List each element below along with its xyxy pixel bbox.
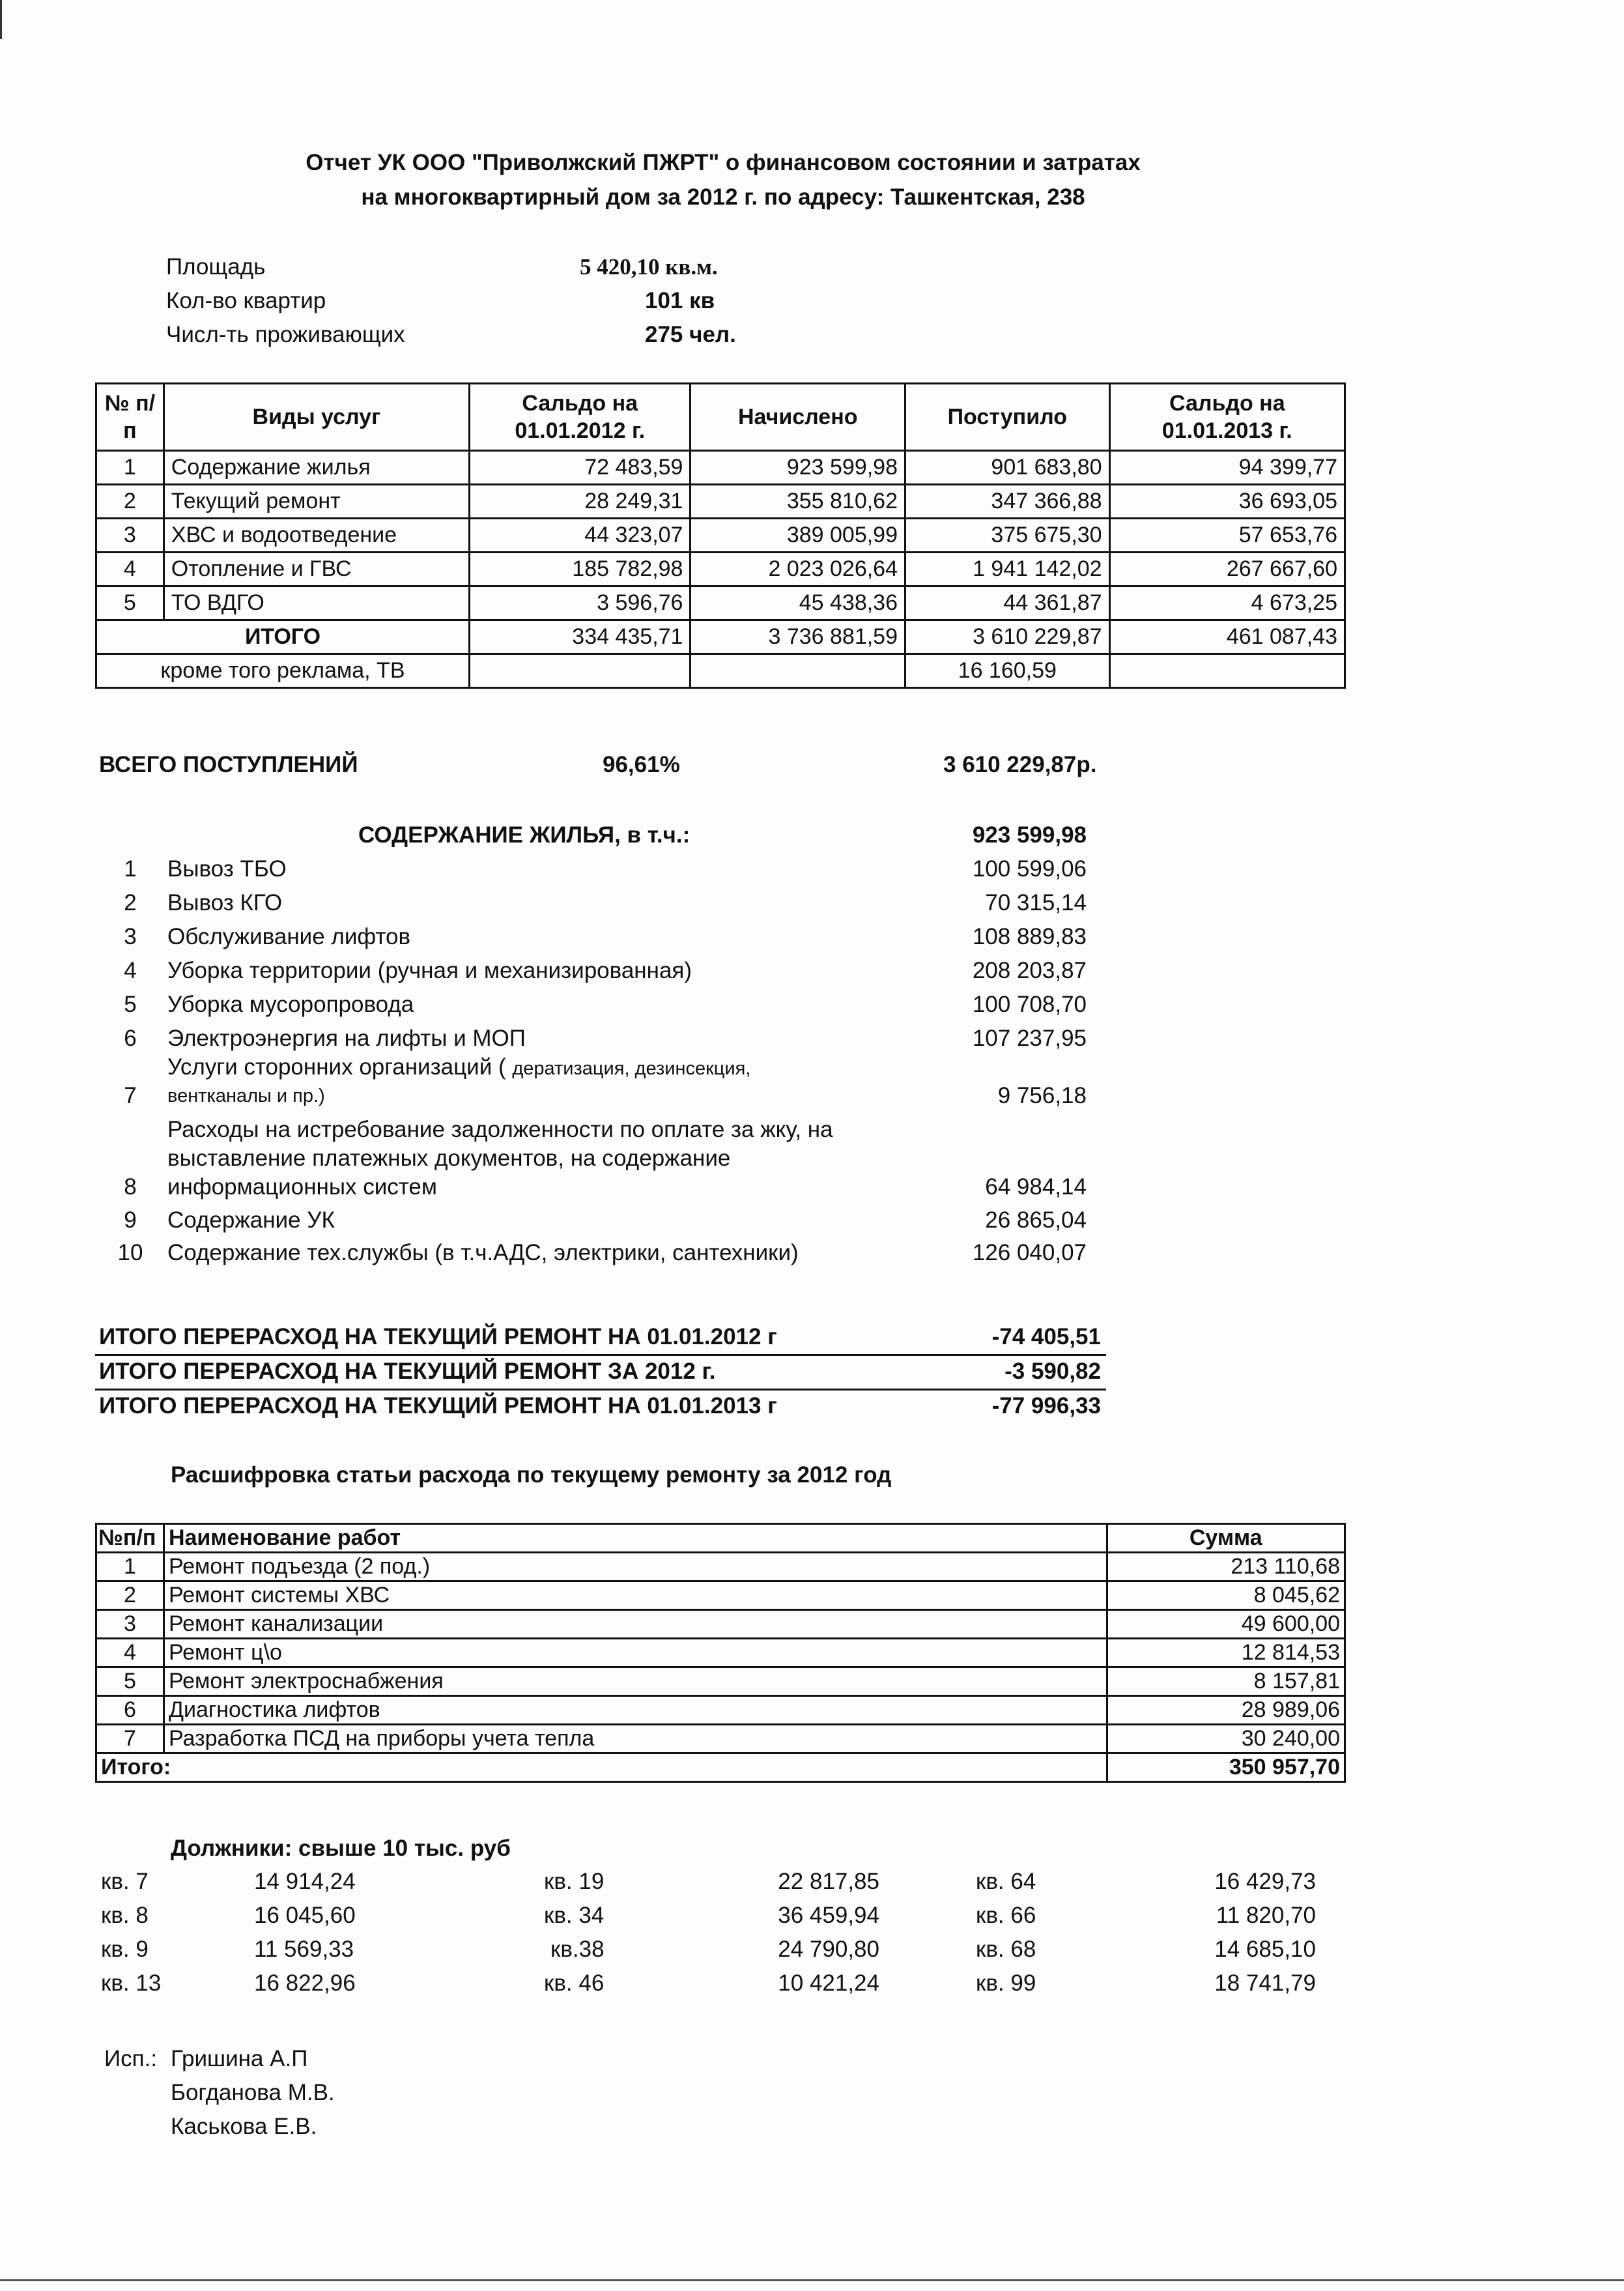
work-name: Ремонт электроснабжения (164, 1667, 1107, 1696)
item-label-line1 (167, 1053, 750, 1083)
received: 901 683,80 (905, 451, 1110, 485)
debtor-apt: кв. 34 (544, 1903, 605, 1928)
advertising-row (96, 654, 1345, 688)
item-label-small: дератизация, дезинсекция, (512, 1058, 751, 1079)
residents-label: Числ-ть проживающих (166, 322, 405, 347)
item-label: Электроэнергия на лифты и МОП (167, 1026, 526, 1051)
debtors-title: Должники: свыше 10 тыс. руб (171, 1836, 511, 1861)
debtor-amount: 14 914,24 (254, 1869, 356, 1894)
debtor-apt: кв. 99 (976, 1970, 1036, 1996)
item-label-main: Услуги сторонних организаций ( (167, 1054, 513, 1080)
advertising-label: кроме того реклама, ТВ (96, 654, 470, 688)
repair-total-label: Итого: (96, 1753, 1107, 1782)
repair-title: Расшифровка статьи расхода по текущему ремонту за 2012 год (171, 1462, 892, 1488)
total-balance-end: 461 087,43 (1109, 620, 1345, 654)
total-row (96, 620, 1345, 654)
charged: 923 599,98 (691, 451, 905, 485)
received: 1 941 142,02 (905, 553, 1110, 586)
executor-name: Богданова М.В. (171, 2080, 335, 2105)
table-row (96, 1610, 1345, 1639)
debtor-amount: 10 421,24 (778, 1970, 879, 1996)
maintenance-title: СОДЕРЖАНИЕ ЖИЛЬЯ, в т.ч.: (358, 822, 691, 848)
table-row (96, 519, 1345, 553)
balance-start: 44 323,07 (470, 519, 691, 553)
col-balance-start: Сальдо на 01.01.2012 г. (470, 384, 691, 451)
balance-end: 267 667,60 (1109, 553, 1345, 586)
item-amount: 126 040,07 (972, 1240, 1087, 1265)
col-work-name: Наименование работ (164, 1524, 1107, 1553)
maintenance-total: 923 599,98 (972, 822, 1087, 848)
debtor-apt: кв. 7 (101, 1869, 149, 1894)
work-name: Ремонт подъезда (2 под.) (164, 1553, 1107, 1581)
service-name: Содержание жилья (164, 451, 469, 485)
scan-edge-mark (0, 0, 2, 39)
item-label: Уборка территории (ручная и механизированная) (167, 958, 692, 983)
col-received: Поступило (905, 384, 1110, 451)
services-table (95, 382, 1346, 689)
debtor-amount: 18 741,79 (1214, 1970, 1316, 1996)
row-number: 2 (96, 1581, 164, 1610)
debtor-apt: кв. 19 (544, 1869, 605, 1894)
row-number: 5 (96, 1667, 164, 1696)
item-label: Вывоз ТБО (167, 856, 287, 882)
debtor-apt: кв. 9 (101, 1937, 149, 1962)
total-receipts-percent: 96,61% (603, 752, 680, 777)
debtor-apt: кв. 13 (101, 1970, 162, 1996)
item-label: Уборка мусоропровода (167, 992, 414, 1017)
col-amount: Сумма (1107, 1524, 1345, 1553)
debtor-amount: 11 820,70 (1216, 1903, 1316, 1928)
received: 375 675,30 (905, 519, 1110, 553)
item-number: 5 (124, 992, 137, 1017)
total-row (96, 1753, 1345, 1782)
item-amount: 107 237,95 (972, 1026, 1087, 1051)
row-number: 1 (96, 451, 164, 485)
area-label: Площадь (166, 254, 266, 280)
item-label: Вывоз КГО (167, 890, 283, 915)
row-number: 6 (96, 1696, 164, 1725)
debtor-amount: 16 045,60 (254, 1903, 356, 1928)
overspend-end-amount: -77 996,33 (991, 1393, 1101, 1419)
balance-end: 36 693,05 (1109, 485, 1345, 519)
total-receipts-amount: 3 610 229,87р. (943, 752, 1097, 777)
item-number: 9 (124, 1207, 137, 1233)
item-amount: 208 203,87 (972, 958, 1087, 983)
service-name: Текущий ремонт (164, 485, 469, 519)
empty-cell (470, 654, 691, 688)
table-row (96, 1581, 1345, 1610)
debtor-apt: кв. 46 (544, 1970, 605, 1996)
empty-cell (1109, 654, 1345, 688)
balance-start: 28 249,31 (470, 485, 691, 519)
item-label-line3: информационных систем (167, 1174, 437, 1200)
work-name: Ремонт канализации (164, 1610, 1107, 1639)
debtor-apt: кв.38 (550, 1937, 605, 1962)
report-title-line1: Отчет УК ООО "Приволжский ПЖРТ" о финансовом состоянии и затратах (306, 150, 1141, 175)
charged: 2 023 026,64 (691, 553, 905, 586)
overspend-start-amount: -74 405,51 (991, 1324, 1101, 1349)
table-row (96, 1553, 1345, 1581)
total-balance-start: 334 435,71 (470, 620, 691, 654)
work-name: Разработка ПСД на приборы учета тепла (164, 1725, 1107, 1753)
work-amount: 49 600,00 (1107, 1610, 1345, 1639)
apartments-value: 101 кв (645, 288, 715, 313)
item-amount: 100 708,70 (972, 992, 1087, 1017)
divider (95, 1354, 1106, 1356)
item-number: 6 (124, 1026, 137, 1051)
item-number: 8 (124, 1174, 137, 1200)
report-title-line2: на многоквартирный дом за 2012 г. по адресу: Ташкентская, 238 (361, 184, 1085, 210)
item-number: 1 (124, 856, 137, 882)
service-name: ТО ВДГО (164, 586, 469, 620)
service-name: Отопление и ГВС (164, 553, 469, 586)
debtor-amount: 36 459,94 (778, 1903, 879, 1928)
balance-start: 72 483,59 (470, 451, 691, 485)
work-amount: 12 814,53 (1107, 1639, 1345, 1667)
table-row (96, 1667, 1345, 1696)
balance-end: 57 653,76 (1109, 519, 1345, 553)
row-number: 1 (96, 1553, 164, 1581)
work-name: Ремонт системы ХВС (164, 1581, 1107, 1610)
executor-name: Каськова Е.В. (171, 2114, 317, 2139)
item-number: 3 (124, 924, 137, 949)
table-row (96, 1696, 1345, 1725)
total-label: ИТОГО (96, 620, 470, 654)
table-row (96, 1639, 1345, 1667)
balance-start: 3 596,76 (470, 586, 691, 620)
work-amount: 28 989,06 (1107, 1696, 1345, 1725)
overspend-start-label: ИТОГО ПЕРЕРАСХОД НА ТЕКУЩИЙ РЕМОНТ НА 01.01.2012 г (99, 1324, 777, 1349)
executor-name: Гришина А.П (171, 2046, 308, 2071)
empty-cell (691, 654, 905, 688)
item-label: Обслуживание лифтов (167, 924, 411, 949)
item-amount: 100 599,06 (972, 856, 1087, 882)
item-amount: 108 889,83 (972, 924, 1087, 949)
balance-end: 94 399,77 (1109, 451, 1345, 485)
work-amount: 8 157,81 (1107, 1667, 1345, 1696)
item-amount: 26 865,04 (985, 1207, 1087, 1233)
apartments-label: Кол-во квартир (166, 288, 326, 313)
received: 347 366,88 (905, 485, 1110, 519)
item-label-line2: выставление платежных документов, на содержание (167, 1146, 731, 1171)
repair-header-row (96, 1524, 1345, 1553)
row-number: 2 (96, 485, 164, 519)
col-service: Виды услуг (164, 384, 469, 451)
col-charged: Начислено (691, 384, 905, 451)
table-row (96, 1725, 1345, 1753)
item-label-line2: вентканалы и пр.) (167, 1086, 325, 1106)
repair-total-amount: 350 957,70 (1107, 1753, 1345, 1782)
row-number: 7 (96, 1725, 164, 1753)
debtor-amount: 14 685,10 (1214, 1937, 1316, 1962)
work-name: Ремонт ц\о (164, 1639, 1107, 1667)
total-received: 3 610 229,87 (905, 620, 1110, 654)
work-amount: 8 045,62 (1107, 1581, 1345, 1610)
item-number: 7 (124, 1083, 137, 1108)
item-label: Содержание УК (167, 1207, 335, 1233)
table-row (96, 451, 1345, 485)
charged: 45 438,36 (691, 586, 905, 620)
balance-start: 185 782,98 (470, 553, 691, 586)
item-amount: 70 315,14 (985, 890, 1087, 915)
debtor-apt: кв. 68 (976, 1937, 1036, 1962)
row-number: 5 (96, 586, 164, 620)
divider (95, 1389, 1106, 1390)
row-number: 4 (96, 553, 164, 586)
work-amount: 213 110,68 (1107, 1553, 1345, 1581)
overspend-year-amount: -3 590,82 (1004, 1359, 1101, 1384)
item-label: Содержание тех.службы (в т.ч.АДС, электрики, сантехники) (167, 1240, 799, 1265)
total-charged: 3 736 881,59 (691, 620, 905, 654)
debtor-apt: кв. 8 (101, 1903, 149, 1928)
item-label-line1: Расходы на истребование задолженности по оплате за жку, на (167, 1117, 833, 1142)
row-number: 4 (96, 1639, 164, 1667)
work-amount: 30 240,00 (1107, 1725, 1345, 1753)
debtor-amount: 22 817,85 (778, 1869, 879, 1894)
work-name: Диагностика лифтов (164, 1696, 1107, 1725)
advertising-value: 16 160,59 (905, 654, 1110, 688)
item-amount: 64 984,14 (985, 1174, 1087, 1200)
row-number: 3 (96, 519, 164, 553)
row-number: 3 (96, 1610, 164, 1639)
table-row (96, 586, 1345, 620)
debtor-apt: кв. 64 (976, 1869, 1036, 1894)
charged: 389 005,99 (691, 519, 905, 553)
total-receipts-label: ВСЕГО ПОСТУПЛЕНИЙ (99, 752, 358, 777)
col-number: №п/п (96, 1524, 164, 1553)
scan-bottom-edge (0, 2279, 1624, 2281)
received: 44 361,87 (905, 586, 1110, 620)
area-value: 5 420,10 кв.м. (580, 254, 718, 280)
debtor-amount: 16 822,96 (254, 1970, 356, 1996)
services-header-row (96, 384, 1345, 451)
table-row (96, 553, 1345, 586)
col-balance-end: Сальдо на 01.01.2013 г. (1109, 384, 1345, 451)
overspend-end-label: ИТОГО ПЕРЕРАСХОД НА ТЕКУЩИЙ РЕМОНТ НА 01.01.2013 г (99, 1393, 777, 1419)
table-row (96, 485, 1345, 519)
residents-value: 275 чел. (645, 322, 736, 347)
debtor-amount: 24 790,80 (778, 1937, 879, 1962)
debtor-amount: 16 429,73 (1214, 1869, 1316, 1894)
overspend-year-label: ИТОГО ПЕРЕРАСХОД НА ТЕКУЩИЙ РЕМОНТ ЗА 2012 г. (99, 1359, 716, 1384)
item-number: 2 (124, 890, 137, 915)
charged: 355 810,62 (691, 485, 905, 519)
executors-label: Исп.: (104, 2046, 158, 2071)
item-number: 4 (124, 958, 137, 983)
debtor-amount: 11 569,33 (254, 1937, 354, 1962)
repair-table (95, 1523, 1346, 1783)
balance-end: 4 673,25 (1109, 586, 1345, 620)
item-amount: 9 756,18 (997, 1083, 1087, 1108)
item-number: 10 (117, 1240, 143, 1265)
service-name: ХВС и водоотведение (164, 519, 469, 553)
col-number: № п/п (96, 384, 164, 451)
debtor-apt: кв. 66 (976, 1903, 1036, 1928)
